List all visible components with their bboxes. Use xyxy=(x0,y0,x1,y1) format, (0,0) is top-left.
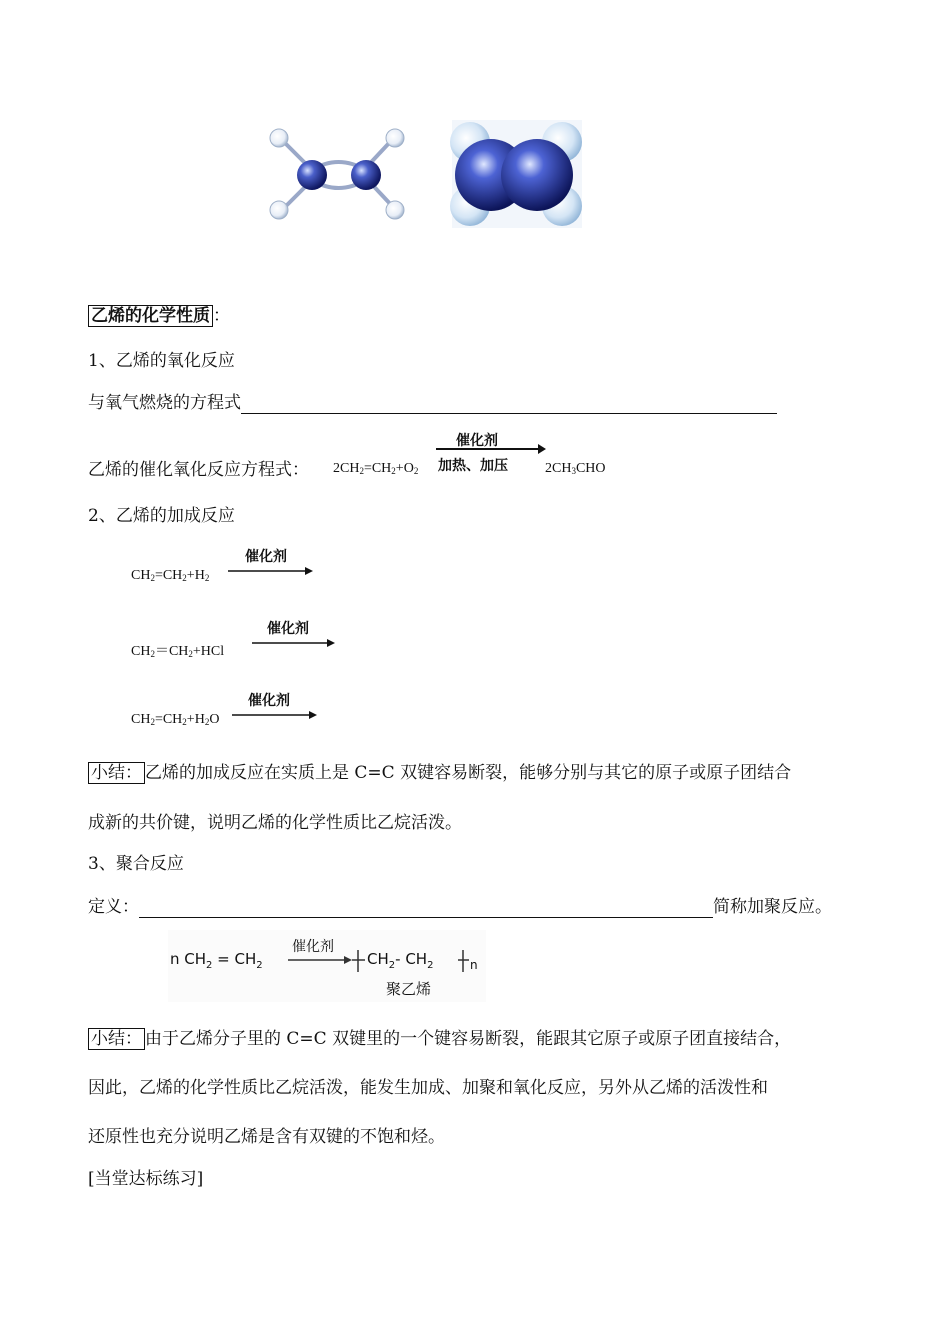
addition-arrow-2 xyxy=(252,637,335,649)
combustion-blank xyxy=(241,397,777,414)
catalytic-arrow-top: 催化剂 xyxy=(456,433,498,449)
addition-catalyst-2: 催化剂 xyxy=(267,621,309,637)
summary2-text1: 由于乙烯分子里的 C=C 双键里的一个键容易断裂，能跟其它原子或原子团直接结合， xyxy=(145,1029,792,1049)
summary2-label: 小结： xyxy=(88,1028,145,1050)
summary1-line1 xyxy=(88,762,791,784)
summary2-line1 xyxy=(88,1028,791,1050)
catalytic-reactants: $2CH_2=CH_2+O_2$ xyxy=(333,461,419,476)
addition-catalyst-3: 催化剂 xyxy=(248,693,290,709)
summary2-line2: 因此，乙烯的化学性质比乙烷活泼，能发生加成、加聚和氧化反应，另外从乙烯的活泼性和 xyxy=(88,1078,768,1098)
catalytic-arrow-bottom: 加热、加压 xyxy=(438,458,508,474)
definition-blank xyxy=(139,901,713,918)
polymerization-equation-image xyxy=(168,930,486,1002)
polymer-bracket-right xyxy=(458,948,470,974)
ethylene-models-image xyxy=(262,120,587,230)
oxidation-heading: 1、乙烯的氧化反应 xyxy=(88,351,235,371)
summary1-text1: 乙烯的加成反应在实质上是 C=C 双键容易断裂，能够分别与其它的原子或原子团结合 xyxy=(145,763,792,783)
polymer-subscript-n: n xyxy=(470,958,478,972)
polymerization-reactant: n $CH_2 = CH_2$ xyxy=(170,950,263,971)
addition-catalyst-1: 催化剂 xyxy=(245,549,287,565)
polymerization-heading: 3、聚合反应 xyxy=(88,854,184,874)
combustion-line xyxy=(88,392,777,414)
summary2-line3: 还原性也充分说明乙烯是含有双键的不饱和烃。 xyxy=(88,1127,445,1147)
catalytic-arrow xyxy=(436,443,546,455)
definition-line xyxy=(88,896,832,918)
definition-label: 定义： xyxy=(88,897,139,917)
addition-arrow-1 xyxy=(228,565,313,577)
addition-eq2: $CH_2=CH_2+HCl$ xyxy=(131,644,225,659)
practice-heading: [当堂达标练习] xyxy=(88,1169,204,1189)
summary1-line2: 成新的共价键，说明乙烯的化学性质比乙烷活泼。 xyxy=(88,813,462,833)
space-filling-model xyxy=(450,120,582,228)
ball-and-stick-model xyxy=(270,129,404,219)
addition-eq1: $CH_2=CH_2+H_2$ xyxy=(131,568,210,583)
catalytic-label: 乙烯的催化氧化反应方程式： xyxy=(88,460,309,480)
definition-suffix: 简称加聚反应。 xyxy=(713,897,832,917)
polymer-name: 聚乙烯 xyxy=(386,980,432,998)
polymerization-arrow xyxy=(288,954,352,966)
polymerization-catalyst: 催化剂 xyxy=(292,939,334,955)
summary1-label: 小结： xyxy=(88,762,145,784)
addition-heading: 2、乙烯的加成反应 xyxy=(88,506,235,526)
addition-eq3: $CH_2=CH_2+H_2O$ xyxy=(131,712,220,727)
section-title-line xyxy=(88,305,230,327)
section-title: 乙烯的化学性质 xyxy=(88,305,213,327)
addition-arrow-3 xyxy=(232,709,317,721)
combustion-label: 与氧气燃烧的方程式 xyxy=(88,393,241,413)
polymer-bracket-left xyxy=(352,948,366,974)
polymerization-product: $CH_2-$ $CH_2$ xyxy=(367,950,434,971)
catalytic-product: $2CH_3CHO$ xyxy=(545,461,606,476)
section-title-colon: ： xyxy=(213,306,230,326)
